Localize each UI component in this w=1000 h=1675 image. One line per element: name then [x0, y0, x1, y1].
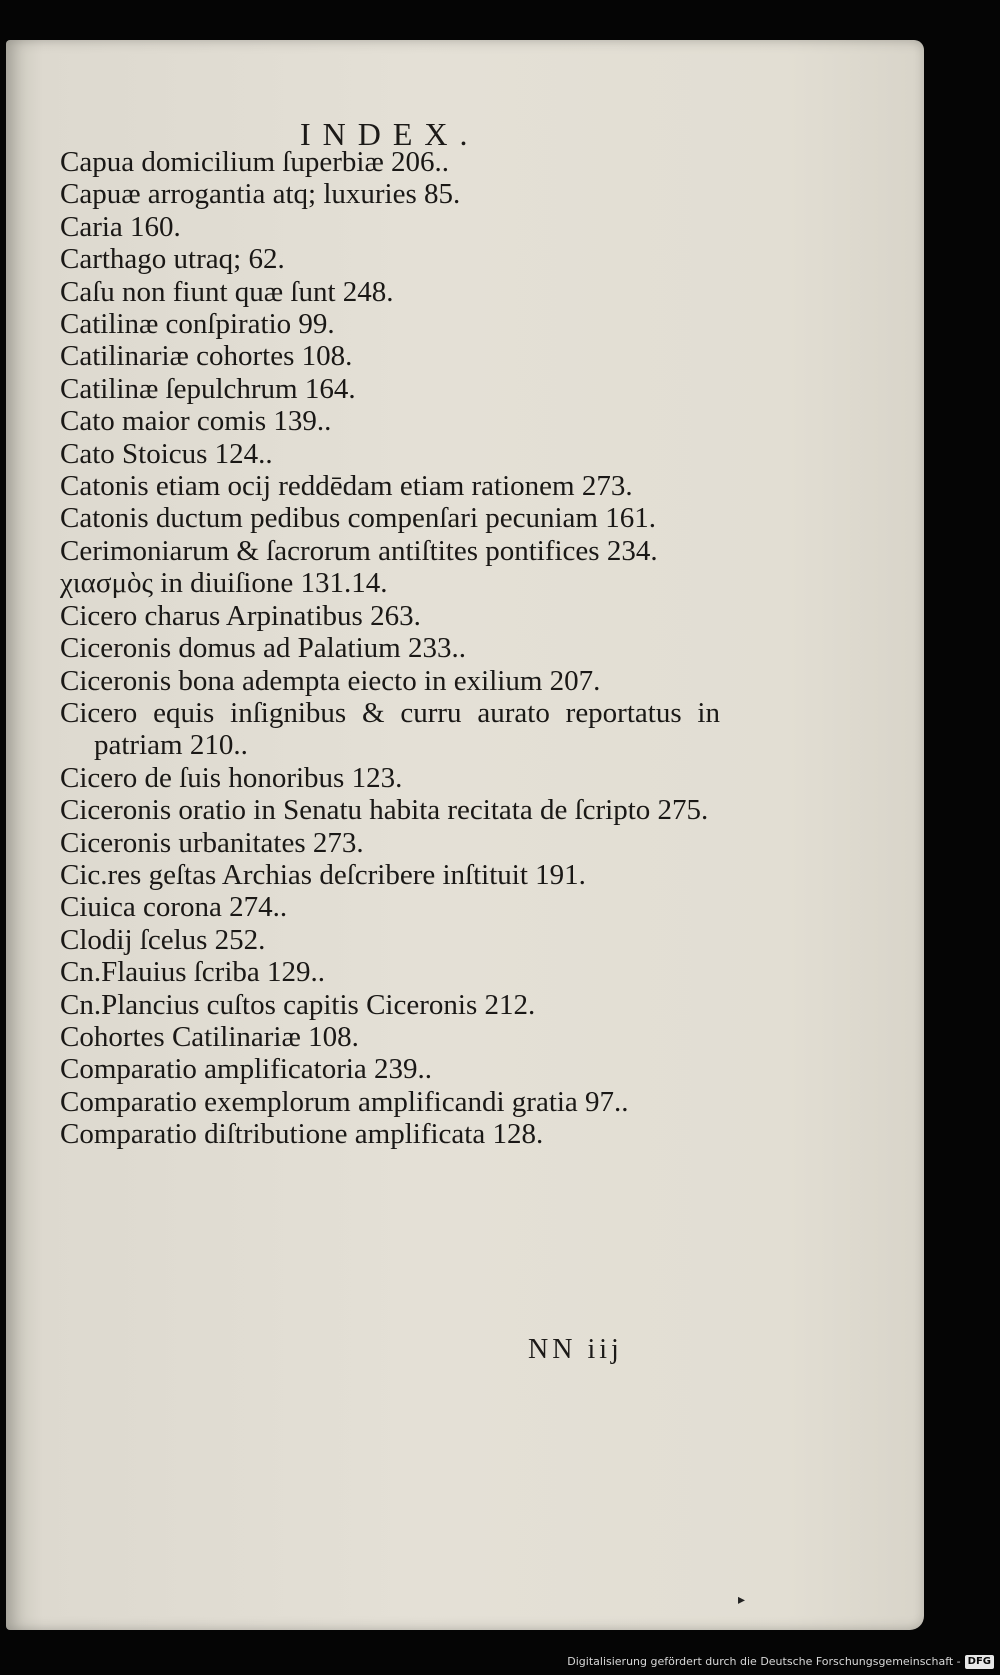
index-entry-text: Cicero charus Arpinatibus 263. [60, 599, 421, 632]
index-entry-text: Cicero equis inſignibus & curru aurato reportatus in patriam 210.. [60, 696, 720, 762]
index-entry [60, 567, 720, 599]
index-entry-text: Cato maior comis 139.. [60, 405, 332, 438]
index-entry [60, 276, 720, 308]
dfg-logo-icon: DFG [965, 1655, 994, 1669]
index-entry [60, 600, 720, 632]
index-entry [60, 502, 720, 534]
index-entry-text: Cn.Flauius ſcriba 129.. [60, 956, 326, 989]
index-entry [60, 405, 720, 437]
index-entry-text: Comparatio exemplorum amplificandi gratia 97.. [60, 1085, 629, 1118]
index-entry-text: Catonis etiam ocij reddēdam etiam rationem 273. [60, 470, 633, 503]
index-entry-text: Ciceronis urbanitates 273. [60, 826, 364, 859]
index-entry-text: Cic.res geſtas Archias deſcribere inſtituit 191. [60, 858, 586, 891]
index-entry [60, 989, 720, 1021]
index-entry [60, 891, 720, 923]
index-entry [60, 1053, 720, 1085]
index-entry-text: Cn.Plancius cuſtos capitis Ciceronis 212. [60, 988, 536, 1021]
index-entry [60, 762, 720, 794]
index-entry-text: Comparatio diſtributione amplificata 128. [60, 1118, 544, 1151]
index-entry-text: Capua domicilium ſuperbiæ 206.. [60, 146, 450, 178]
index-entry [60, 1086, 720, 1118]
index-entry-text: Capuæ arrogantia atq; luxuries 85. [60, 178, 461, 211]
index-entry-text: Cicero de ſuis honoribus 123. [60, 761, 403, 794]
index-entry [60, 438, 720, 470]
page-header: INDEX. [300, 116, 480, 152]
index-entry-text: Ciuica corona 274.. [60, 891, 288, 924]
index-entry-text: Caria 160. [60, 210, 181, 243]
index-entry-text: Catilinæ conſpiratio 99. [60, 308, 335, 341]
signature-mark: NN iij [528, 1334, 623, 1365]
index-entry [60, 924, 720, 956]
index-entry-text: Catilinæ ſepulchrum 164. [60, 372, 356, 405]
index-entry-text: Catilinariæ cohortes 108. [60, 340, 353, 373]
index-entry [60, 794, 720, 826]
index-entry-text: Carthago utraq; 62. [60, 243, 285, 276]
index-entry-text: Cohortes Catilinariæ 108. [60, 1020, 359, 1053]
index-entry [60, 1118, 720, 1150]
credit-text: Digitalisierung gefördert durch die Deutsche Forschungsgemeinschaft - [567, 1655, 961, 1668]
index-entry [60, 211, 720, 243]
index-entry [60, 146, 720, 178]
index-entry [60, 697, 720, 762]
index-entry [60, 665, 720, 697]
index-entry [60, 1021, 720, 1053]
index-entry-text: Ciceronis domus ad Palatium 233.. [60, 632, 466, 665]
index-entry-text: χιασμὸς in diuiſione 131.14. [60, 567, 388, 600]
index-entry [60, 178, 720, 210]
index-entry-text: Catonis ductum pedibus compenſari pecuniam 161. [60, 502, 656, 535]
index-entry-text: Ciceronis bona adempta eiecto in exilium 207. [60, 664, 601, 697]
index-entry-text: Comparatio amplificatoria 239.. [60, 1053, 433, 1086]
index-entry [60, 632, 720, 664]
index-entry [60, 470, 720, 502]
index-entry-text: Cerimoniarum & ſacrorum antiſtites pontifices 234. [60, 534, 658, 567]
index-entry [60, 340, 720, 372]
index-entry [60, 956, 720, 988]
index-entry-text: Caſu non fiunt quæ ſunt 248. [60, 275, 394, 308]
margin-mark: ▸ [738, 1592, 746, 1608]
index-entry [60, 373, 720, 405]
index-entry-text: Ciceronis oratio in Senatu habita recitata de ſcripto 275. [60, 794, 709, 827]
index-entry [60, 827, 720, 859]
digitization-credit [567, 1651, 994, 1673]
index-entry-list [60, 146, 720, 1151]
index-entry [60, 859, 720, 891]
index-entry [60, 308, 720, 340]
index-entry-text: Cato Stoicus 124.. [60, 437, 273, 470]
index-entry [60, 243, 720, 275]
index-entry [60, 535, 720, 567]
index-entry-text: Clodij ſcelus 252. [60, 923, 266, 956]
